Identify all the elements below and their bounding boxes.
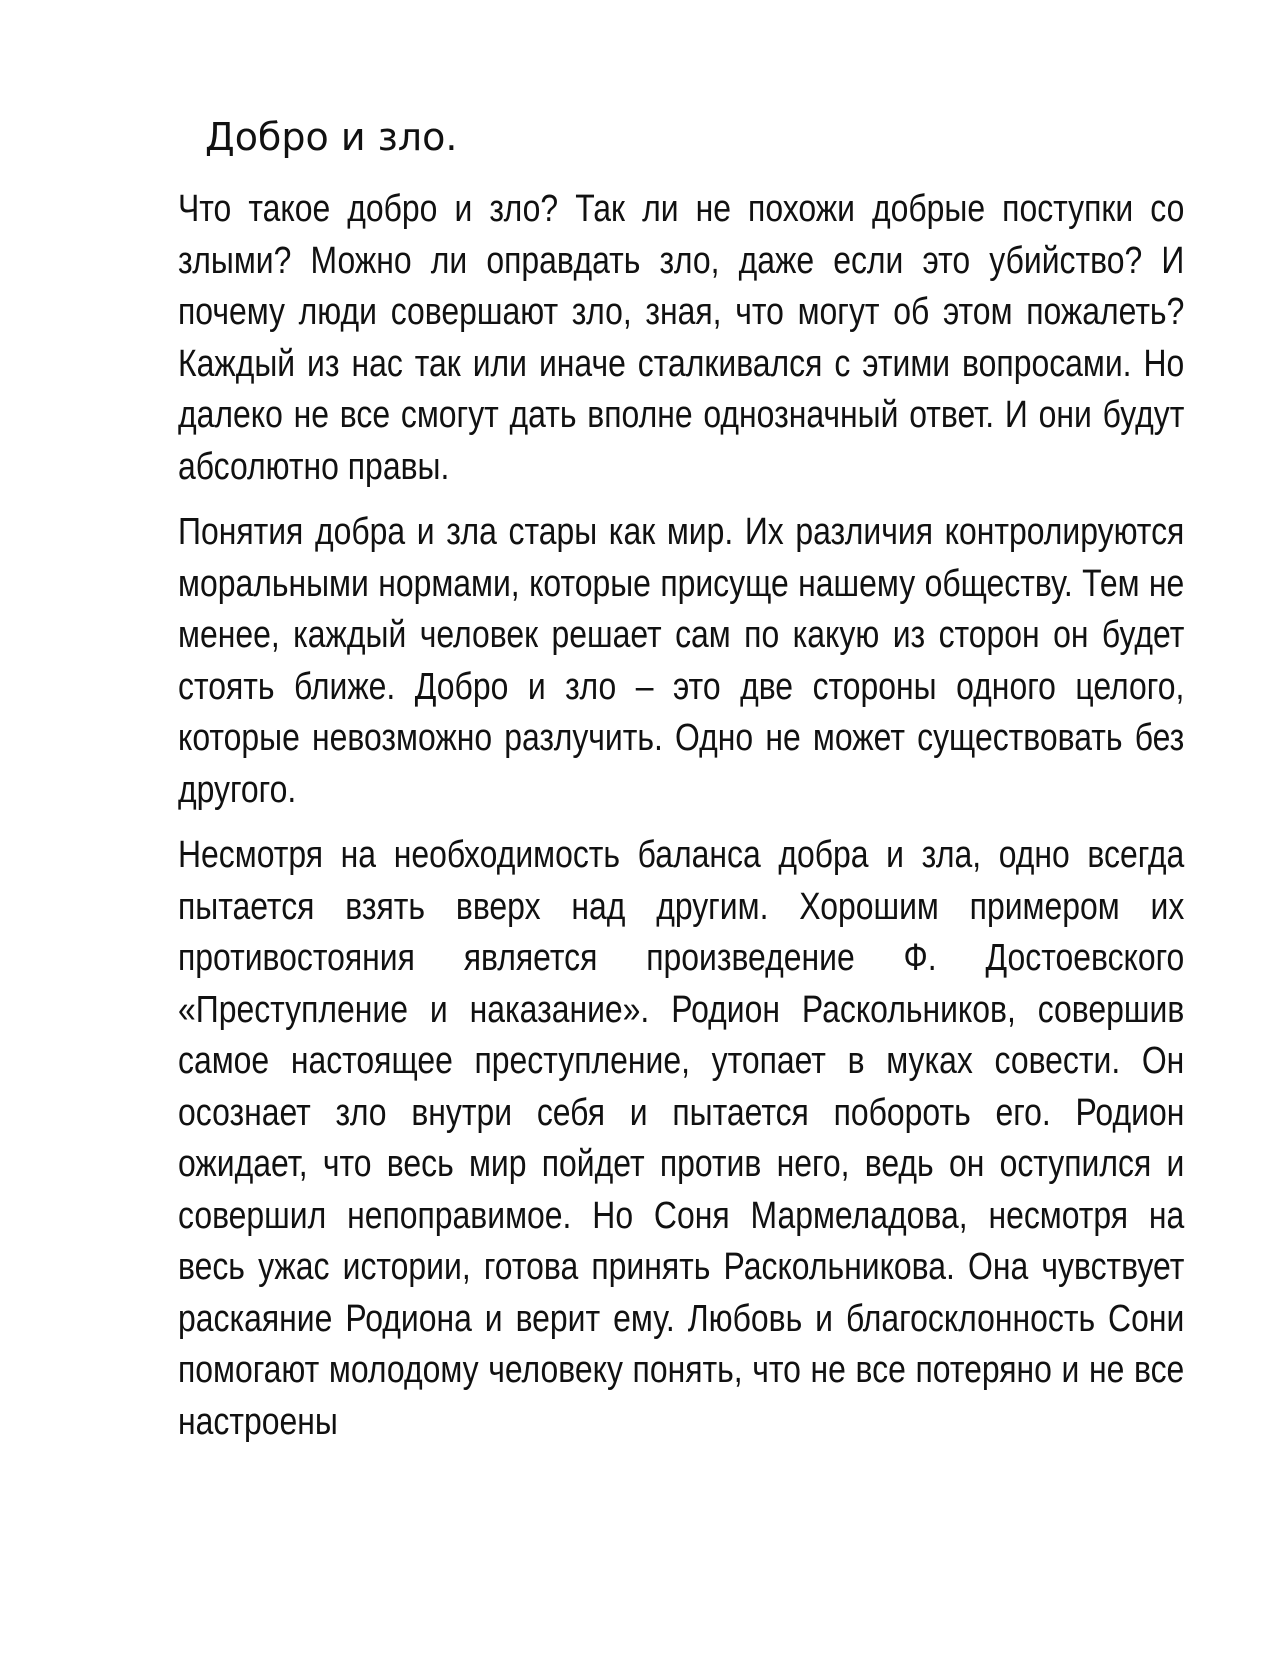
document-title: Добро и зло. xyxy=(205,115,458,159)
paragraph-2: Понятия добра и зла стары как мир. Их различия контролируются моральными нормами, которые присуще нашему обществу. Тем не менее, каждый человек решает сам по какую из сторон он будет стоять ближе. Добро и зло – это две стороны одного целого, которые невозможно разлучить. Одно не может существовать без другого. xyxy=(178,511,1185,811)
document-body xyxy=(178,184,1184,1462)
paragraph-3: Несмотря на необходимость баланса добра и зла, одно всегда пытается взять вверх над другим. Хорошим примером их противостояния является произведение Ф. Достоевского «Преступление и наказание». Родион Раскольников, совершив самое настоящее преступление, утопает в муках совести. Он осознает зло внутри себя и пытается побороть его. Родион ожидает, что весь мир пойдет против него, ведь он оступился и совершил непоправимое. Но Соня Мармеладова, несмотря на весь ужас истории, готова принять Раскольникова. Она чувствует раскаяние Родиона и верит ему. Любовь и благосклонность Сони помогают молодому человеку понять, что не все потеряно и не все настроены xyxy=(178,834,1185,1443)
paragraph-1: Что такое добро и зло? Так ли не похожи добрые поступки со злыми? Можно ли оправдать зло, даже если это убийство? И почему люди совершают зло, зная, что могут об этом пожалеть? Каждый из нас так или иначе сталкивался с этими вопросами. Но далеко не все смогут дать вполне однозначный ответ. И они будут абсолютно правы. xyxy=(178,188,1185,488)
